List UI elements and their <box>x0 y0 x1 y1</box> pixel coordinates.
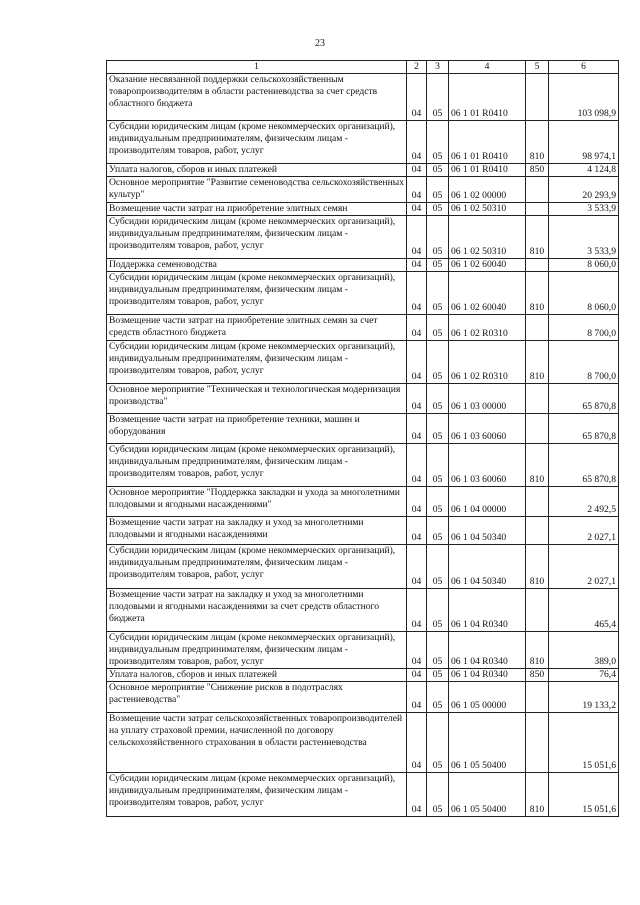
table-row <box>107 713 619 773</box>
row-section-code: 04 <box>407 74 427 121</box>
row-expense-type <box>526 259 549 272</box>
row-target-article: 06 1 03 00000 <box>449 384 526 414</box>
row-target-article: 06 1 01 R0410 <box>449 74 526 121</box>
row-target-article: 06 1 04 R0340 <box>449 589 526 632</box>
row-expense-type: 810 <box>526 632 549 669</box>
table-row <box>107 203 619 216</box>
row-expense-type <box>526 414 549 444</box>
row-description: Основное мероприятие "Техническая и технологическая модернизация производства" <box>107 384 407 414</box>
row-section-code: 04 <box>407 203 427 216</box>
header-target-article: 4 <box>449 61 526 74</box>
row-description: Основное мероприятие "Развитие семеноводства сельскохозяйственных культур" <box>107 177 407 203</box>
header-section: 2 <box>407 61 427 74</box>
row-expense-type: 850 <box>526 164 549 177</box>
table-row <box>107 341 619 384</box>
row-expense-type <box>526 713 549 773</box>
row-amount: 8 060,0 <box>549 272 619 315</box>
row-target-article: 06 1 05 50400 <box>449 773 526 817</box>
row-section-code: 04 <box>407 315 427 341</box>
row-target-article: 06 1 05 00000 <box>449 682 526 713</box>
row-section-code: 04 <box>407 669 427 682</box>
row-expense-type <box>526 384 549 414</box>
row-section-code: 04 <box>407 545 427 589</box>
table-row <box>107 773 619 817</box>
row-description: Оказание несвязанной поддержки сельскохозяйственным товаропроизводителям в области растениеводства за счет средств областного бюджета <box>107 74 407 121</box>
row-section-code: 04 <box>407 177 427 203</box>
header-amount: 6 <box>549 61 619 74</box>
header-subsection: 3 <box>427 61 449 74</box>
row-section-code: 04 <box>407 121 427 164</box>
row-subsection-code: 05 <box>427 259 449 272</box>
row-description: Субсидии юридическим лицам (кроме некоммерческих организаций), индивидуальным предпринимателям, физическим лицам - производителям товаров, работ, услуг <box>107 773 407 817</box>
row-subsection-code: 05 <box>427 713 449 773</box>
table-row <box>107 545 619 589</box>
row-target-article: 06 1 03 60060 <box>449 444 526 487</box>
row-section-code: 04 <box>407 272 427 315</box>
row-target-article: 06 1 02 60040 <box>449 259 526 272</box>
row-section-code: 04 <box>407 713 427 773</box>
table-row <box>107 682 619 713</box>
row-expense-type: 810 <box>526 341 549 384</box>
row-description: Субсидии юридическим лицам (кроме некоммерческих организаций), индивидуальным предпринимателям, физическим лицам - производителям товаров, работ, услуг <box>107 121 407 164</box>
row-section-code: 04 <box>407 164 427 177</box>
row-subsection-code: 05 <box>427 164 449 177</box>
table-row <box>107 259 619 272</box>
row-amount: 3 533,9 <box>549 216 619 259</box>
row-description: Поддержка семеноводства <box>107 259 407 272</box>
row-target-article: 06 1 02 60040 <box>449 272 526 315</box>
row-subsection-code: 05 <box>427 487 449 517</box>
row-target-article: 06 1 03 60060 <box>449 414 526 444</box>
table-row <box>107 669 619 682</box>
row-target-article: 06 1 04 50340 <box>449 517 526 545</box>
row-target-article: 06 1 02 R0310 <box>449 315 526 341</box>
row-subsection-code: 05 <box>427 341 449 384</box>
row-expense-type: 810 <box>526 216 549 259</box>
table-row <box>107 272 619 315</box>
budget-table <box>106 60 619 817</box>
row-description: Субсидии юридическим лицам (кроме некоммерческих организаций), индивидуальным предпринимателям, физическим лицам - производителям товаров, работ, услуг <box>107 632 407 669</box>
row-section-code: 04 <box>407 216 427 259</box>
row-amount: 4 124,8 <box>549 164 619 177</box>
header-expense-type: 5 <box>526 61 549 74</box>
row-target-article: 06 1 01 R0410 <box>449 121 526 164</box>
row-expense-type <box>526 203 549 216</box>
row-section-code: 04 <box>407 589 427 632</box>
row-amount: 465,4 <box>549 589 619 632</box>
table-row <box>107 384 619 414</box>
row-amount: 8 060,0 <box>549 259 619 272</box>
page-number: 23 <box>315 38 325 49</box>
row-description: Основное мероприятие "Поддержка закладки и ухода за многолетними плодовыми и ягодными насаждениями" <box>107 487 407 517</box>
header-row <box>107 61 619 74</box>
row-subsection-code: 05 <box>427 589 449 632</box>
row-description: Субсидии юридическим лицам (кроме некоммерческих организаций), индивидуальным предпринимателям, физическим лицам - производителям товаров, работ, услуг <box>107 272 407 315</box>
row-description: Основное мероприятие "Снижение рисков в подотраслях растениеводства" <box>107 682 407 713</box>
row-section-code: 04 <box>407 632 427 669</box>
row-amount: 19 133,2 <box>549 682 619 713</box>
row-subsection-code: 05 <box>427 414 449 444</box>
row-amount: 103 098,9 <box>549 74 619 121</box>
row-description: Субсидии юридическим лицам (кроме некоммерческих организаций), индивидуальным предпринимателям, физическим лицам - производителям товаров, работ, услуг <box>107 341 407 384</box>
row-subsection-code: 05 <box>427 74 449 121</box>
row-subsection-code: 05 <box>427 384 449 414</box>
row-target-article: 06 1 04 00000 <box>449 487 526 517</box>
row-amount: 3 533,9 <box>549 203 619 216</box>
row-amount: 65 870,8 <box>549 444 619 487</box>
row-amount: 76,4 <box>549 669 619 682</box>
row-expense-type: 810 <box>526 272 549 315</box>
row-expense-type <box>526 315 549 341</box>
row-subsection-code: 05 <box>427 517 449 545</box>
table-row <box>107 414 619 444</box>
row-section-code: 04 <box>407 444 427 487</box>
row-description: Возмещение части затрат на закладку и уход за многолетними плодовыми и ягодными насаждениями за счет средств областного бюджета <box>107 589 407 632</box>
row-subsection-code: 05 <box>427 669 449 682</box>
row-amount: 389,0 <box>549 632 619 669</box>
row-subsection-code: 05 <box>427 444 449 487</box>
row-section-code: 04 <box>407 517 427 545</box>
row-target-article: 06 1 05 50400 <box>449 713 526 773</box>
row-section-code: 04 <box>407 414 427 444</box>
row-description: Возмещение части затрат сельскохозяйственных товаропроизводителей на уплату страховой премии, начисленной по договору сельскохозяйственного страхования в области растениеводства <box>107 713 407 773</box>
row-section-code: 04 <box>407 682 427 713</box>
row-expense-type: 810 <box>526 121 549 164</box>
table-row <box>107 74 619 121</box>
row-section-code: 04 <box>407 259 427 272</box>
row-amount: 20 293,9 <box>549 177 619 203</box>
row-target-article: 06 1 02 50310 <box>449 203 526 216</box>
row-description: Уплата налогов, сборов и иных платежей <box>107 164 407 177</box>
row-amount: 65 870,8 <box>549 414 619 444</box>
table-row <box>107 315 619 341</box>
row-amount: 8 700,0 <box>549 315 619 341</box>
row-target-article: 06 1 01 R0410 <box>449 164 526 177</box>
row-subsection-code: 05 <box>427 216 449 259</box>
row-target-article: 06 1 02 50310 <box>449 216 526 259</box>
table-row <box>107 177 619 203</box>
row-amount: 2 492,5 <box>549 487 619 517</box>
table-row <box>107 517 619 545</box>
table-row <box>107 216 619 259</box>
row-expense-type <box>526 589 549 632</box>
row-section-code: 04 <box>407 487 427 517</box>
row-description: Субсидии юридическим лицам (кроме некоммерческих организаций), индивидуальным предпринимателям, физическим лицам - производителям товаров, работ, услуг <box>107 444 407 487</box>
row-subsection-code: 05 <box>427 773 449 817</box>
table-row <box>107 444 619 487</box>
row-subsection-code: 05 <box>427 315 449 341</box>
row-expense-type <box>526 517 549 545</box>
row-target-article: 06 1 02 R0310 <box>449 341 526 384</box>
row-subsection-code: 05 <box>427 272 449 315</box>
row-amount: 98 974,1 <box>549 121 619 164</box>
row-expense-type: 810 <box>526 773 549 817</box>
row-target-article: 06 1 04 R0340 <box>449 669 526 682</box>
header-name: 1 <box>107 61 407 74</box>
table-row <box>107 632 619 669</box>
row-amount: 15 051,6 <box>549 713 619 773</box>
row-amount: 2 027,1 <box>549 517 619 545</box>
row-amount: 65 870,8 <box>549 384 619 414</box>
row-expense-type: 810 <box>526 444 549 487</box>
row-amount: 8 700,0 <box>549 341 619 384</box>
row-subsection-code: 05 <box>427 632 449 669</box>
row-subsection-code: 05 <box>427 545 449 589</box>
row-description: Субсидии юридическим лицам (кроме некоммерческих организаций), индивидуальным предпринимателям, физическим лицам - производителям товаров, работ, услуг <box>107 216 407 259</box>
row-subsection-code: 05 <box>427 177 449 203</box>
row-description: Возмещение части затрат на закладку и уход за многолетними плодовыми и ягодными насаждениями <box>107 517 407 545</box>
table-row <box>107 589 619 632</box>
row-subsection-code: 05 <box>427 682 449 713</box>
row-subsection-code: 05 <box>427 121 449 164</box>
row-expense-type <box>526 74 549 121</box>
row-expense-type: 850 <box>526 669 549 682</box>
row-description: Возмещение части затрат на приобретение элитных семян <box>107 203 407 216</box>
table-row <box>107 121 619 164</box>
row-section-code: 04 <box>407 773 427 817</box>
row-description: Возмещение части затрат на приобретение элитных семян за счет средств областного бюджета <box>107 315 407 341</box>
row-expense-type: 810 <box>526 545 549 589</box>
table-row <box>107 164 619 177</box>
row-amount: 15 051,6 <box>549 773 619 817</box>
row-section-code: 04 <box>407 384 427 414</box>
row-subsection-code: 05 <box>427 203 449 216</box>
row-description: Субсидии юридическим лицам (кроме некоммерческих организаций), индивидуальным предпринимателям, физическим лицам - производителям товаров, работ, услуг <box>107 545 407 589</box>
row-amount: 2 027,1 <box>549 545 619 589</box>
row-target-article: 06 1 04 50340 <box>449 545 526 589</box>
row-description: Уплата налогов, сборов и иных платежей <box>107 669 407 682</box>
row-expense-type <box>526 487 549 517</box>
row-section-code: 04 <box>407 341 427 384</box>
table-row <box>107 487 619 517</box>
row-expense-type <box>526 177 549 203</box>
row-expense-type <box>526 682 549 713</box>
row-description: Возмещение части затрат на приобретение техники, машин и оборудования <box>107 414 407 444</box>
row-target-article: 06 1 02 00000 <box>449 177 526 203</box>
row-target-article: 06 1 04 R0340 <box>449 632 526 669</box>
